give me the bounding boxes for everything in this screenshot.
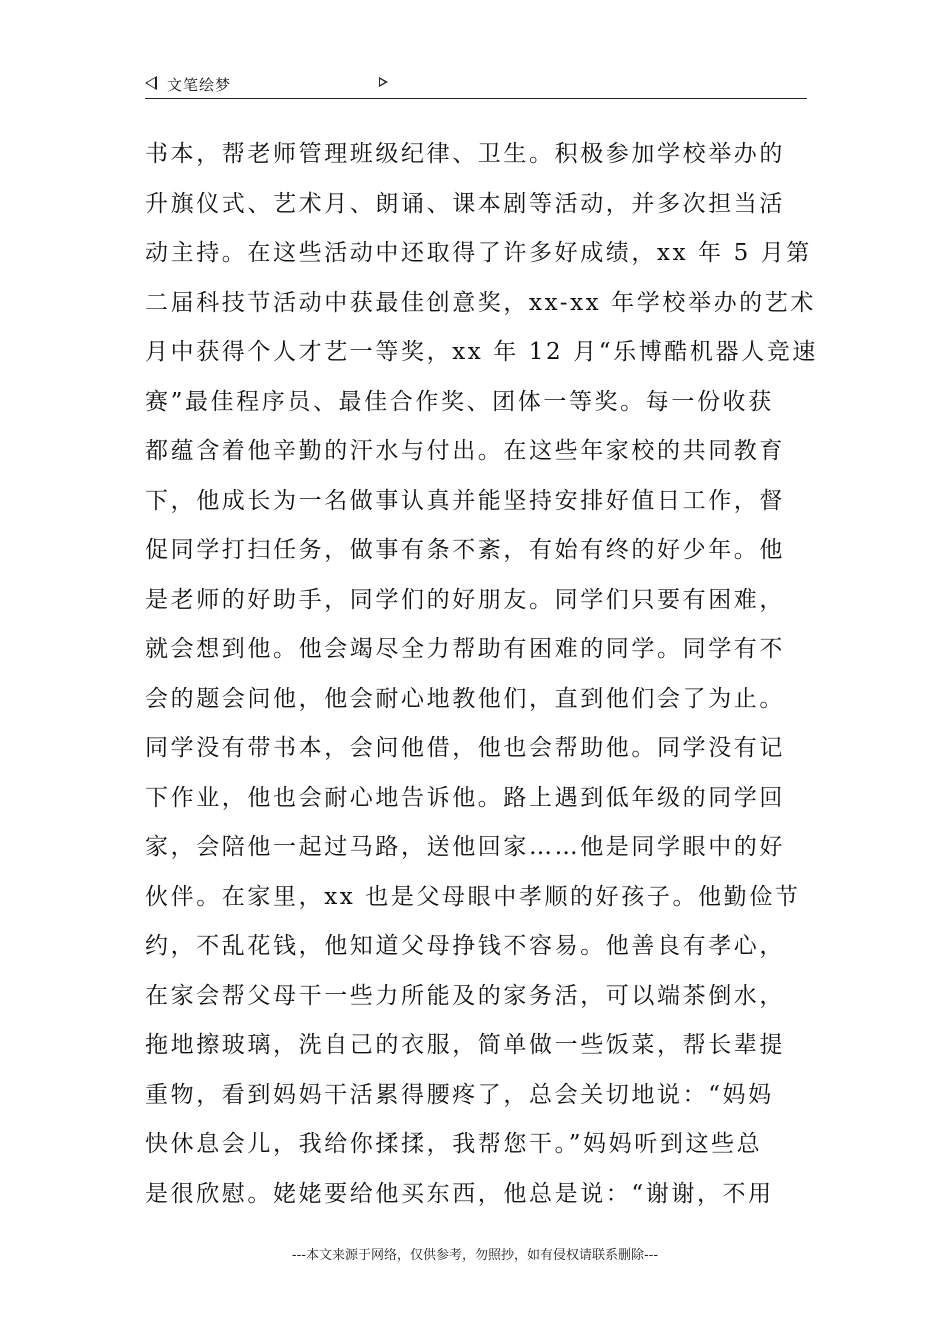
- text-line: 伙伴。在家里，xx 也是父母眼中孝顺的好孩子。他勤俭节: [145, 883, 801, 910]
- header-title: 文笔绘梦: [167, 76, 232, 94]
- text-line: 是老师的好助手，同学们的好朋友。同学们只要有困难，: [145, 586, 785, 613]
- body-text: [145, 130, 818, 1219]
- text-line: 就会想到他。他会竭尽全力帮助有困难的同学。同学有不: [145, 636, 785, 662]
- text-line: 在家会帮父母干一些力所能及的家务活，可以端茶倒水，: [145, 982, 785, 1009]
- text-line: 促同学打扫任务，做事有条不紊，有始有终的好少年。他: [145, 537, 785, 563]
- text-line: 约，不乱花钱，他知道父母挣钱不容易。他善良有孝心，: [145, 933, 785, 959]
- text-line: 快休息会儿，我给你揉揉，我帮您干。”妈妈听到这些总: [145, 1131, 763, 1157]
- text-line: 动主持。在这些活动中还取得了许多好成绩，xx 年 5 月第: [145, 240, 812, 266]
- page-header: [145, 72, 807, 99]
- text-line: 是很欣慰。姥姥要给他买东西，他总是说：“谢谢，不用: [145, 1180, 774, 1207]
- text-line: 下作业，他也会耐心地告诉他。路上遇到低年级的同学回: [145, 784, 785, 811]
- footer-notice: ---本文来源于网络，仅供参考，勿照抄，如有侵权请联系删除---: [291, 1248, 659, 1263]
- text-line: 升旗仪式、艺术月、朗诵、课本剧等活动，并多次担当活: [145, 190, 785, 217]
- text-line: 重物，看到妈妈干活累得腰疼了，总会关切地说：“妈妈: [145, 1081, 774, 1108]
- text-line: 拖地擦玻璃，洗自己的衣服，简单做一些饭菜，帮长辈提: [145, 1032, 785, 1058]
- triangle-right-icon: [379, 77, 388, 87]
- text-line: 同学没有带书本，会问他借，他也会帮助他。同学没有记: [145, 735, 785, 761]
- text-line: 赛”最佳程序员、最佳合作奖、团体一等奖。每一份收获: [145, 388, 774, 415]
- text-line: 月中获得个人才艺一等奖，xx 年 12 月“乐博酷机器人竞速: [145, 339, 818, 365]
- text-line: 二届科技节活动中获最佳创意奖，xx-xx 年学校举办的艺术: [145, 289, 816, 316]
- triangle-left-icon: [145, 76, 157, 90]
- text-line: 会的题会问他，他会耐心地教他们，直到他们会了为止。: [145, 685, 785, 712]
- text-line: 家，会陪他一起过马路，送他回家……他是同学眼中的好: [145, 834, 785, 860]
- text-line: 书本，帮老师管理班级纪律、卫生。积极参加学校举办的: [145, 141, 785, 167]
- text-line: 下，他成长为一名做事认真并能坚持安排好值日工作，督: [145, 487, 785, 514]
- text-line: 都蕴含着他辛勤的汗水与付出。在这些年家校的共同教育: [145, 438, 785, 464]
